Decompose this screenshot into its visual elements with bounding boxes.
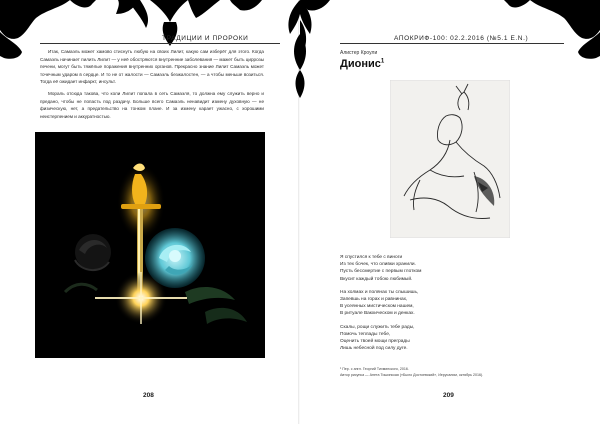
poem-stanza	[340, 289, 570, 318]
poem-line: Пусть бессмертие с первым глотком	[340, 269, 422, 275]
poem-body	[340, 254, 570, 358]
poem-line: Скалы, рощи служить тебе рады,	[340, 324, 415, 330]
right-folio: 209	[443, 392, 454, 399]
left-body-text	[40, 48, 264, 124]
poem-stanza	[340, 324, 570, 353]
dionysus-sketch	[390, 80, 510, 238]
poem-line: Из тех бочек, что оливки хранили.	[340, 262, 416, 268]
poem-line: В усеянных мистическом нашем,	[340, 304, 414, 310]
poem-stanza	[340, 254, 570, 283]
right-ornament-center-icon	[280, 0, 320, 100]
right-header-rule	[340, 43, 564, 44]
footnote-2: Автор рисунка — Анета Тишинская («Было Достоевский», Иерусалим, октябрь 2016).	[340, 373, 484, 377]
left-header-rule	[40, 43, 280, 44]
right-page	[300, 0, 600, 424]
left-folio: 208	[143, 392, 154, 399]
poem-title-text: Дионис	[340, 58, 381, 70]
poem-line: Запевшь на горах и равнинах,	[340, 297, 408, 303]
left-paragraph-1: Итак, Самаэль может хамово стиснуть любую на своих Лилит, какую сам изберёт для этого. Когда Самаэль начинает пилить Лилит — у неё обостряются внутренние заболевания — мажет быть циррозы печени, могут быть тяжёлые поражения внутренних органов. Прекрасно знание Лилит Самаэль может точечным ударом в сердце. И то не от жалости — Самаэль безжалостен, — а чтобы меньше возиться. Тогда её ожидает инфаркт, инсульт.	[40, 49, 264, 85]
poem-title	[340, 58, 384, 70]
poem-line: На холмах и полянах ты слышишь,	[340, 289, 419, 295]
right-running-head: АПОКРИФ-100: 02.2.2016 (№5.1 E.N.)	[394, 35, 529, 42]
poem-author: Алистер Кроули	[340, 50, 378, 56]
poem-line: Лишь небесной под силу дуге.	[340, 346, 408, 352]
footnote-1: ¹ Пер. с англ. Георгий Тихминского, 2016.	[340, 367, 409, 371]
poem-line: Я спустился к тебе с виноги	[340, 255, 403, 260]
left-running-head: ТРАДИЦИИ И ПРОРОКИ	[162, 35, 249, 42]
sword-rose-photo	[35, 132, 265, 358]
footnotes	[340, 366, 570, 378]
left-paragraph-2: Мораль отсюда такова, что коли Лилит попала в сеть Самаэля, то должна ему служить верно и предано, чтобы не попасть под раздачу. Больше всего Самаэль ненавидит измену духовную — не физическую, нет, а предательство на тонком плане. И за измену карает ужасно, с хорошими неистерпением и аккуратностью.	[40, 90, 264, 119]
poem-title-footnote-mark: 1	[380, 58, 385, 65]
poem-line: В ритуале Вакхическом и денках.	[340, 311, 415, 317]
poem-line: Оценить твоей мощи преграды	[340, 339, 410, 345]
poem-line: Вкусит каждый тобою любимый.	[340, 276, 413, 282]
poem-line: Помочь теплады тебе,	[340, 331, 391, 337]
